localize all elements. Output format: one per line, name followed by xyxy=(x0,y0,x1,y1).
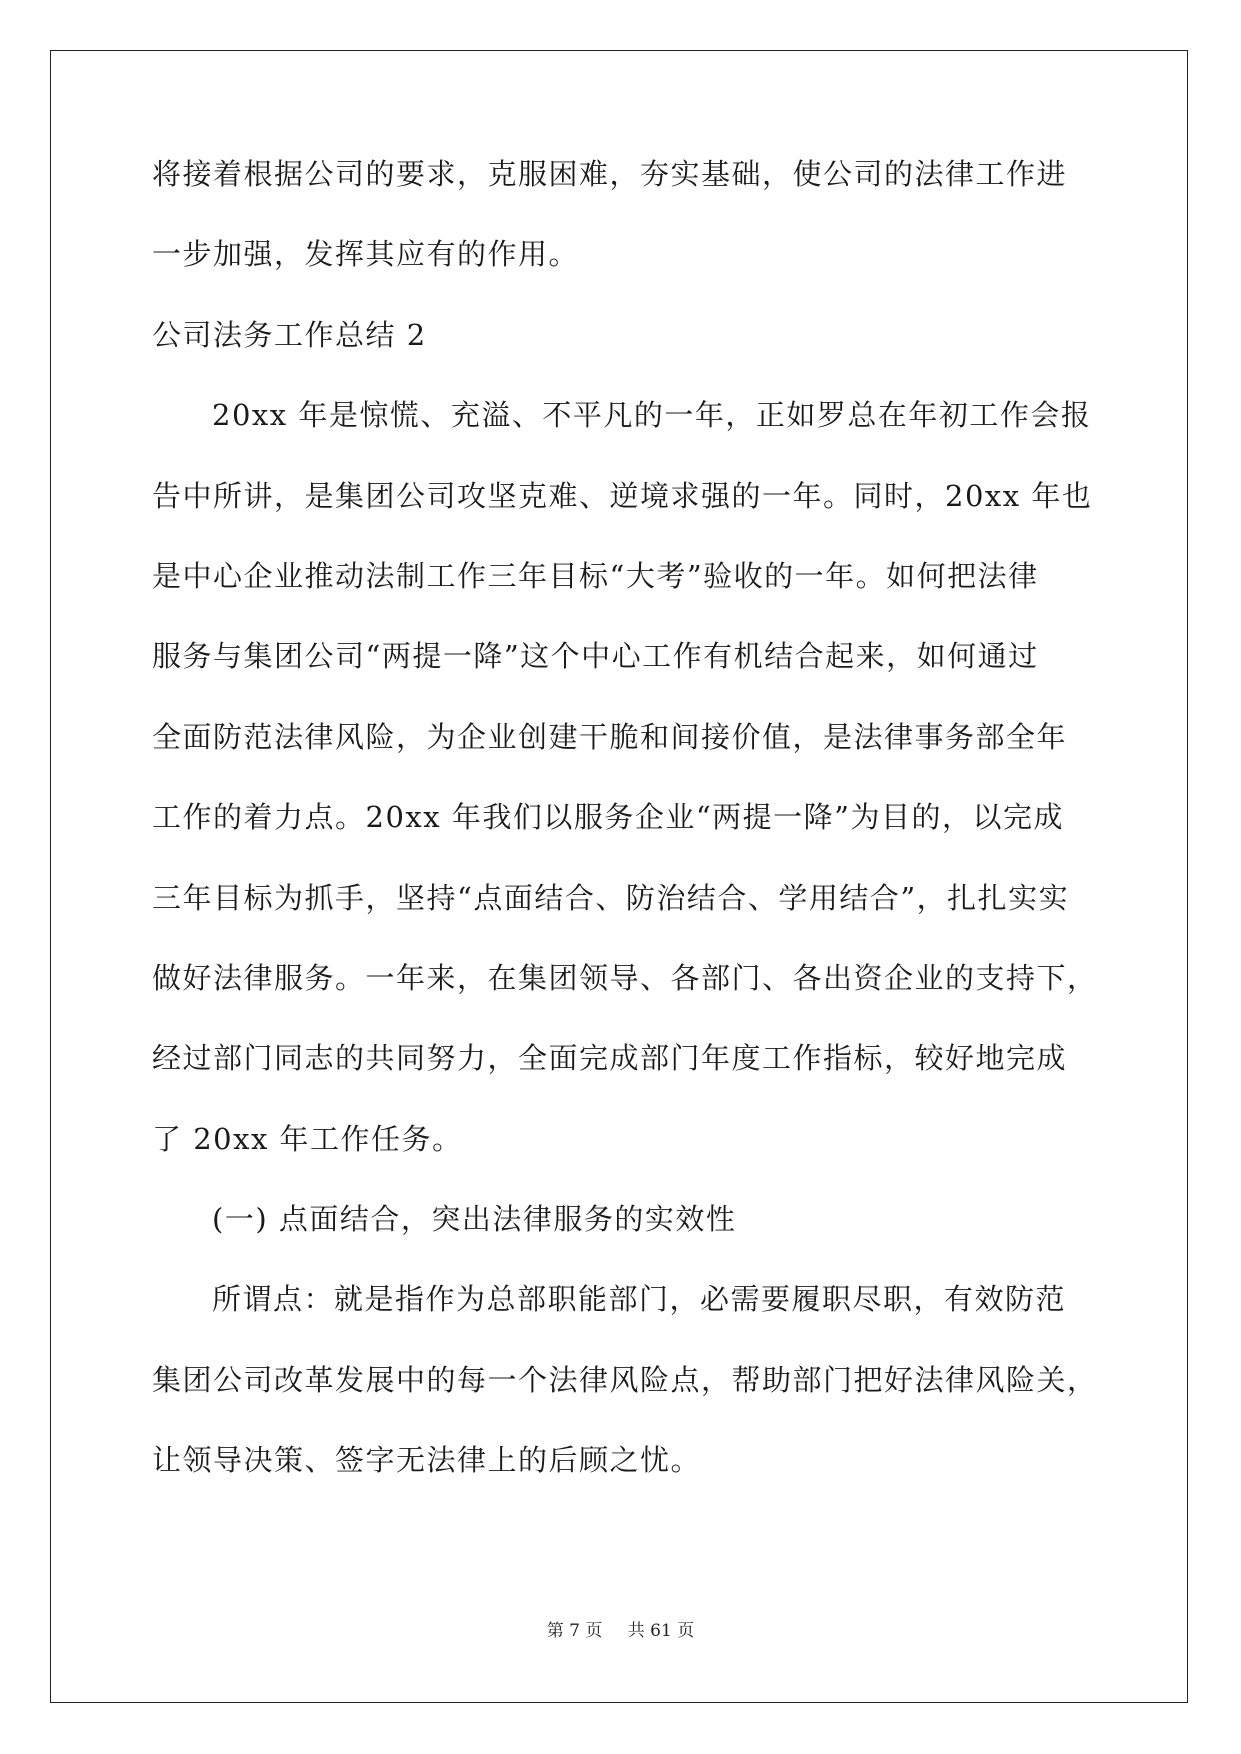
page-number: 第 7 页 xyxy=(546,1621,603,1641)
page-footer xyxy=(0,1616,1241,1641)
subsection-heading: (一) 点面结合，突出法律服务的实效性 xyxy=(212,1202,737,1237)
paragraph-line: 所谓点：就是指作为总部职能部门，必需要履职尽职，有效防范 xyxy=(212,1282,1067,1317)
paragraph-line: 是中心企业推动法制工作三年目标“大考”验收的一年。如何把法律 xyxy=(152,558,1039,593)
document-body xyxy=(152,157,1098,1525)
section-heading: 公司法务工作总结 2 xyxy=(152,317,427,352)
paragraph-line: 让领导决策、签字无法律上的后顾之忧。 xyxy=(152,1443,702,1478)
paragraph-line: 集团公司改革发展中的每一个法律风险点，帮助部门把好法律风险关， xyxy=(152,1362,1098,1397)
paragraph-line: 工作的着力点。20xx 年我们以服务企业“两提一降”为目的，以完成 xyxy=(152,800,1064,835)
paragraph-line: 20xx 年是惊慌、充溢、不平凡的一年，正如罗总在年初工作会报 xyxy=(212,398,1092,433)
paragraph-line: 告中所讲，是集团公司攻坚克难、逆境求强的一年。同时，20xx 年也 xyxy=(152,478,1093,513)
paragraph-line: 做好法律服务。一年来，在集团领导、各部门、各出资企业的支持下， xyxy=(152,960,1098,995)
paragraph-line: 全面防范法律风险，为企业创建干脆和间接价值，是法律事务部全年 xyxy=(152,719,1068,754)
paragraph-line: 一步加强，发挥其应有的作用。 xyxy=(152,237,580,272)
paragraph-line: 三年目标为抓手，坚持“点面结合、防治结合、学用结合”，扎扎实实 xyxy=(152,880,1070,915)
page-total: 共 61 页 xyxy=(627,1621,695,1641)
paragraph-line: 了 20xx 年工作任务。 xyxy=(152,1121,463,1156)
paragraph-line: 将接着根据公司的要求，克服困难，夯实基础，使公司的法律工作进 xyxy=(152,157,1068,191)
paragraph-line: 服务与集团公司“两提一降”这个中心工作有机结合起来，如何通过 xyxy=(152,639,1039,674)
paragraph-line: 经过部门同志的共同努力，全面完成部门年度工作指标，较好地完成 xyxy=(152,1041,1068,1076)
